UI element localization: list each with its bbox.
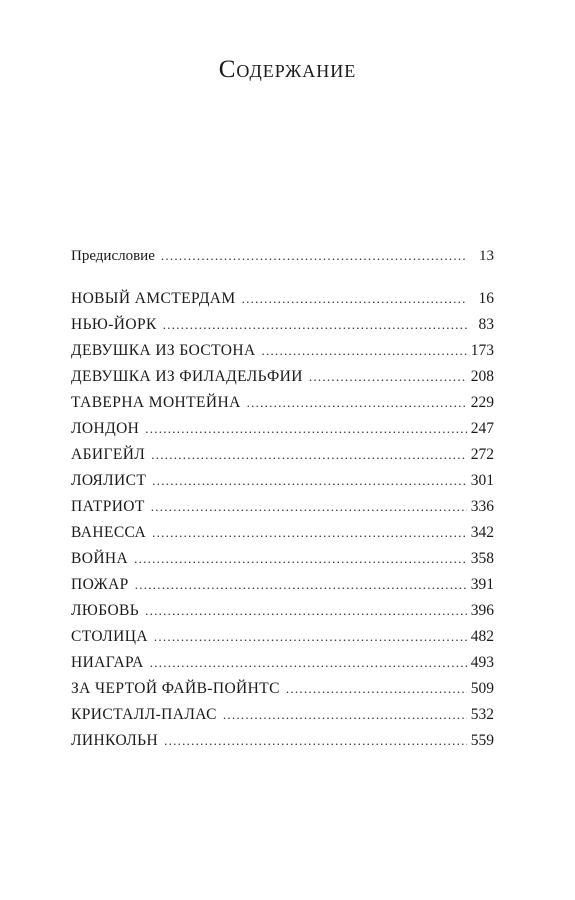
toc-entry[interactable] [71, 494, 494, 520]
toc-entry[interactable] [71, 468, 494, 494]
toc-entry-page: 173 [470, 342, 494, 359]
toc-entry[interactable] [71, 650, 494, 676]
toc-entry[interactable] [71, 442, 494, 468]
toc-entry-title: ПОЖАР [71, 576, 129, 593]
table-of-contents [71, 243, 494, 754]
dot-leader [134, 546, 467, 572]
dot-leader [145, 416, 467, 442]
dot-leader [135, 572, 467, 598]
dot-leader [152, 520, 467, 546]
toc-entry-page: 342 [470, 524, 494, 541]
toc-entry-title: НИАГАРА [71, 654, 144, 671]
toc-entry[interactable] [71, 286, 494, 312]
toc-entry[interactable] [71, 572, 494, 598]
toc-entry-page: 272 [470, 446, 494, 463]
dot-leader [152, 468, 467, 494]
dot-leader [161, 243, 467, 269]
toc-entry-title: ВОЙНА [71, 550, 129, 567]
toc-entry[interactable] [71, 676, 494, 702]
toc-entry-title: ПАТРИОТ [71, 498, 145, 515]
toc-entry-title: ВАНЕССА [71, 524, 147, 541]
toc-entry-page: 13 [479, 248, 494, 264]
toc-entry[interactable] [71, 598, 494, 624]
toc-entry-title: ДЕВУШКА ИЗ БОСТОНА [71, 342, 256, 359]
toc-entry-page: 358 [470, 550, 494, 567]
toc-entry[interactable] [71, 624, 494, 650]
toc-entry-page: 482 [470, 628, 494, 645]
toc-entry-title: ДЕВУШКА ИЗ ФИЛАДЕЛЬФИИ [71, 368, 303, 385]
toc-entry-title: ТАВЕРНА МОНТЕЙНА [71, 394, 241, 411]
toc-entry-page: 493 [470, 654, 494, 671]
toc-entry-page: 509 [470, 680, 494, 697]
dot-leader [223, 702, 467, 728]
toc-entry-page: 336 [470, 498, 494, 515]
toc-entry[interactable] [71, 546, 494, 572]
toc-entry-page: 208 [470, 368, 494, 385]
dot-leader [154, 624, 467, 650]
toc-entry[interactable] [71, 416, 494, 442]
toc-entry[interactable] [71, 338, 494, 364]
toc-entry-title: ЗА ЧЕРТОЙ ФАЙВ-ПОЙНТС [71, 680, 280, 697]
dot-leader [151, 494, 467, 520]
toc-entry-page: 559 [470, 732, 494, 749]
dot-leader [145, 598, 467, 624]
toc-entry-page: 229 [470, 394, 494, 411]
toc-entry[interactable] [71, 728, 494, 754]
dot-leader [309, 364, 467, 390]
toc-entry-title: ЛЮБОВЬ [71, 602, 140, 619]
toc-entry-page: 396 [470, 602, 494, 619]
toc-entry-title: Предисловие [71, 248, 155, 264]
page-title: Содержание [218, 56, 357, 83]
dot-leader [262, 338, 467, 364]
toc-entry[interactable] [71, 312, 494, 338]
toc-entry-preface[interactable] [71, 243, 494, 269]
dot-leader [286, 676, 467, 702]
toc-entry[interactable] [71, 390, 494, 416]
dot-leader [151, 442, 467, 468]
toc-entry-title: СТОЛИЦА [71, 628, 148, 645]
toc-entry-title: АБИГЕЙЛ [71, 446, 146, 463]
toc-entry-title: НЬЮ-ЙОРК [71, 316, 157, 333]
toc-entry-title: НОВЫЙ АМСТЕРДАМ [71, 290, 236, 307]
dot-leader [163, 312, 467, 338]
toc-entry-page: 16 [478, 290, 494, 307]
toc-entry-title: ЛИНКОЛЬН [71, 732, 159, 749]
toc-entry-page: 391 [470, 576, 494, 593]
toc-entry[interactable] [71, 520, 494, 546]
toc-entry-page: 301 [470, 472, 494, 489]
toc-entry-page: 83 [478, 316, 494, 333]
toc-entry[interactable] [71, 364, 494, 390]
toc-entry-page: 247 [470, 420, 494, 437]
dot-leader [242, 286, 467, 312]
toc-entry[interactable] [71, 702, 494, 728]
dot-leader [164, 728, 467, 754]
toc-entry-title: КРИСТАЛЛ-ПАЛАС [71, 706, 217, 723]
toc-entry-title: ЛОЯЛИСТ [71, 472, 147, 489]
dot-leader [150, 650, 467, 676]
toc-entry-title: ЛОНДОН [71, 420, 140, 437]
toc-entry-page: 532 [470, 706, 494, 723]
dot-leader [247, 390, 467, 416]
